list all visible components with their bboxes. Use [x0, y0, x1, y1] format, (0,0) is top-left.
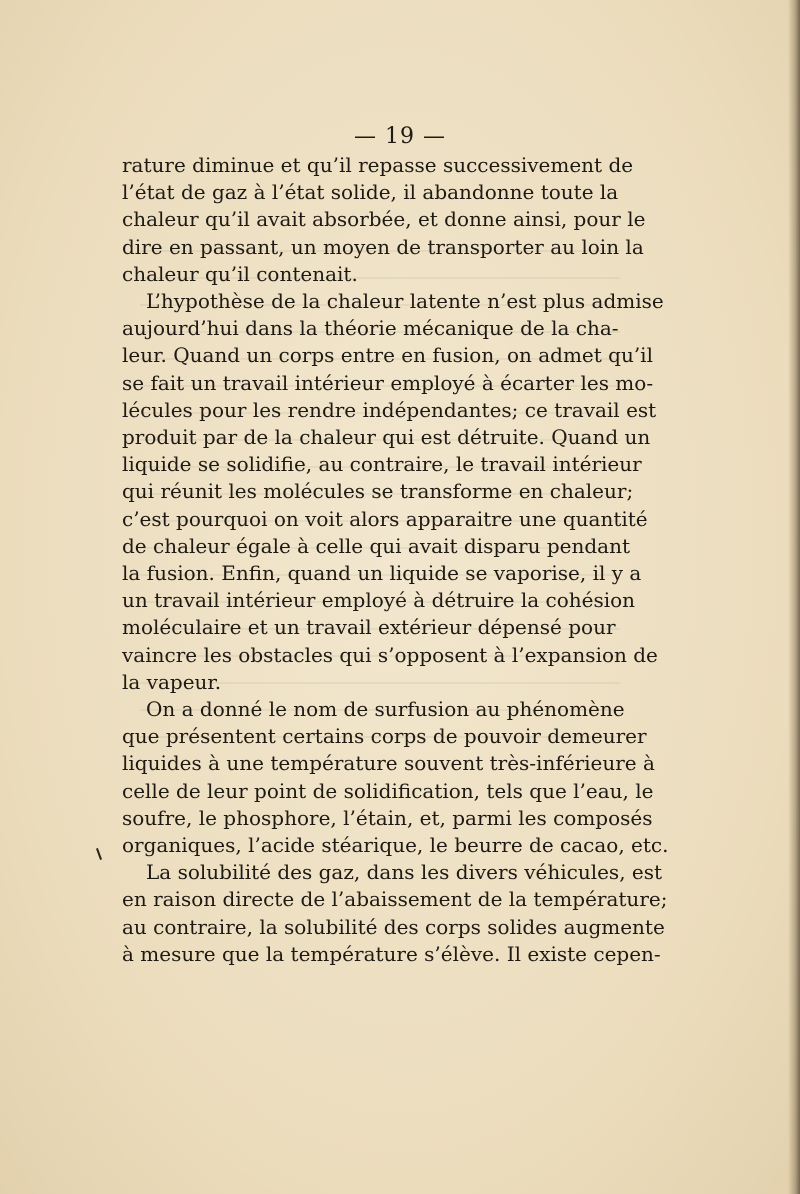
text-line: à mesure que la température s’élève. Il existe cepen- — [122, 941, 661, 966]
text-line: chaleur qu’il avait absorbée, et donne ainsi, pour le — [122, 207, 646, 232]
text-line: chaleur qu’il contenait. — [122, 261, 358, 286]
text-line: au contraire, la solubilité des corps solides augmente — [122, 914, 665, 939]
text-line: de chaleur égale à celle qui avait disparu pendant — [122, 533, 631, 558]
text-line: dire en passant, un moyen de transporter au loin la — [122, 234, 644, 259]
text-line: aujourd’hui dans la théorie mécanique de la cha- — [122, 316, 619, 341]
text-line: se fait un travail intérieur employé à écarter les mo- — [122, 370, 654, 395]
text-line: en raison directe de l’abaissement de la température; — [122, 887, 668, 912]
text-line: c’est pourquoi on voit alors apparaitre une quantité — [122, 506, 648, 531]
text-line: vaincre les obstacles qui s’opposent à l’expansion de — [122, 642, 658, 667]
paragraph-start-line: L’hypothèse de la chaleur latente n’est plus admise — [146, 289, 664, 314]
text-line: organiques, l’acide stéarique, le beurre de cacao, etc. — [122, 833, 669, 858]
text-line: liquides à une température souvent très-inférieure à — [122, 751, 655, 776]
text-line: celle de leur point de solidification, tels que l’eau, le — [122, 778, 654, 803]
text-line: moléculaire et un travail extérieur dépensé pour — [122, 615, 616, 640]
text-line: rature diminue et qu’il repasse successivement de — [122, 153, 634, 177]
text-line: la vapeur. — [122, 669, 222, 694]
paragraph-start-line: La solubilité des gaz, dans les divers véhicules, est — [146, 860, 663, 885]
text-line: la fusion. Enfin, quand un liquide se vaporise, il y a — [122, 561, 642, 586]
page-number: — 19 — — [354, 124, 446, 149]
text-line: que présentent certains corps de pouvoir demeurer — [122, 724, 647, 749]
page-edge-shadow — [788, 0, 800, 1194]
paragraph-start-line: On a donné le nom de surfusion au phénomène — [146, 697, 625, 722]
text-line: l’état de gaz à l’état solide, il abandonne toute la — [122, 180, 619, 205]
body-text — [122, 152, 669, 968]
text-line: liquide se solidifie, au contraire, le travail intérieur — [122, 452, 642, 477]
text-line: qui réunit les molécules se transforme en chaleur; — [122, 479, 634, 504]
text-line: lécules pour les rendre indépendantes; ce travail est — [122, 397, 657, 422]
text-line: leur. Quand un corps entre en fusion, on admet qu’il — [122, 343, 653, 368]
text-line: soufre, le phosphore, l’étain, et, parmi les composés — [122, 805, 653, 830]
text-line: produit par de la chaleur qui est détruite. Quand un — [122, 425, 651, 450]
margin-mark — [96, 848, 102, 860]
text-line: un travail intérieur employé à détruire la cohésion — [122, 588, 636, 613]
